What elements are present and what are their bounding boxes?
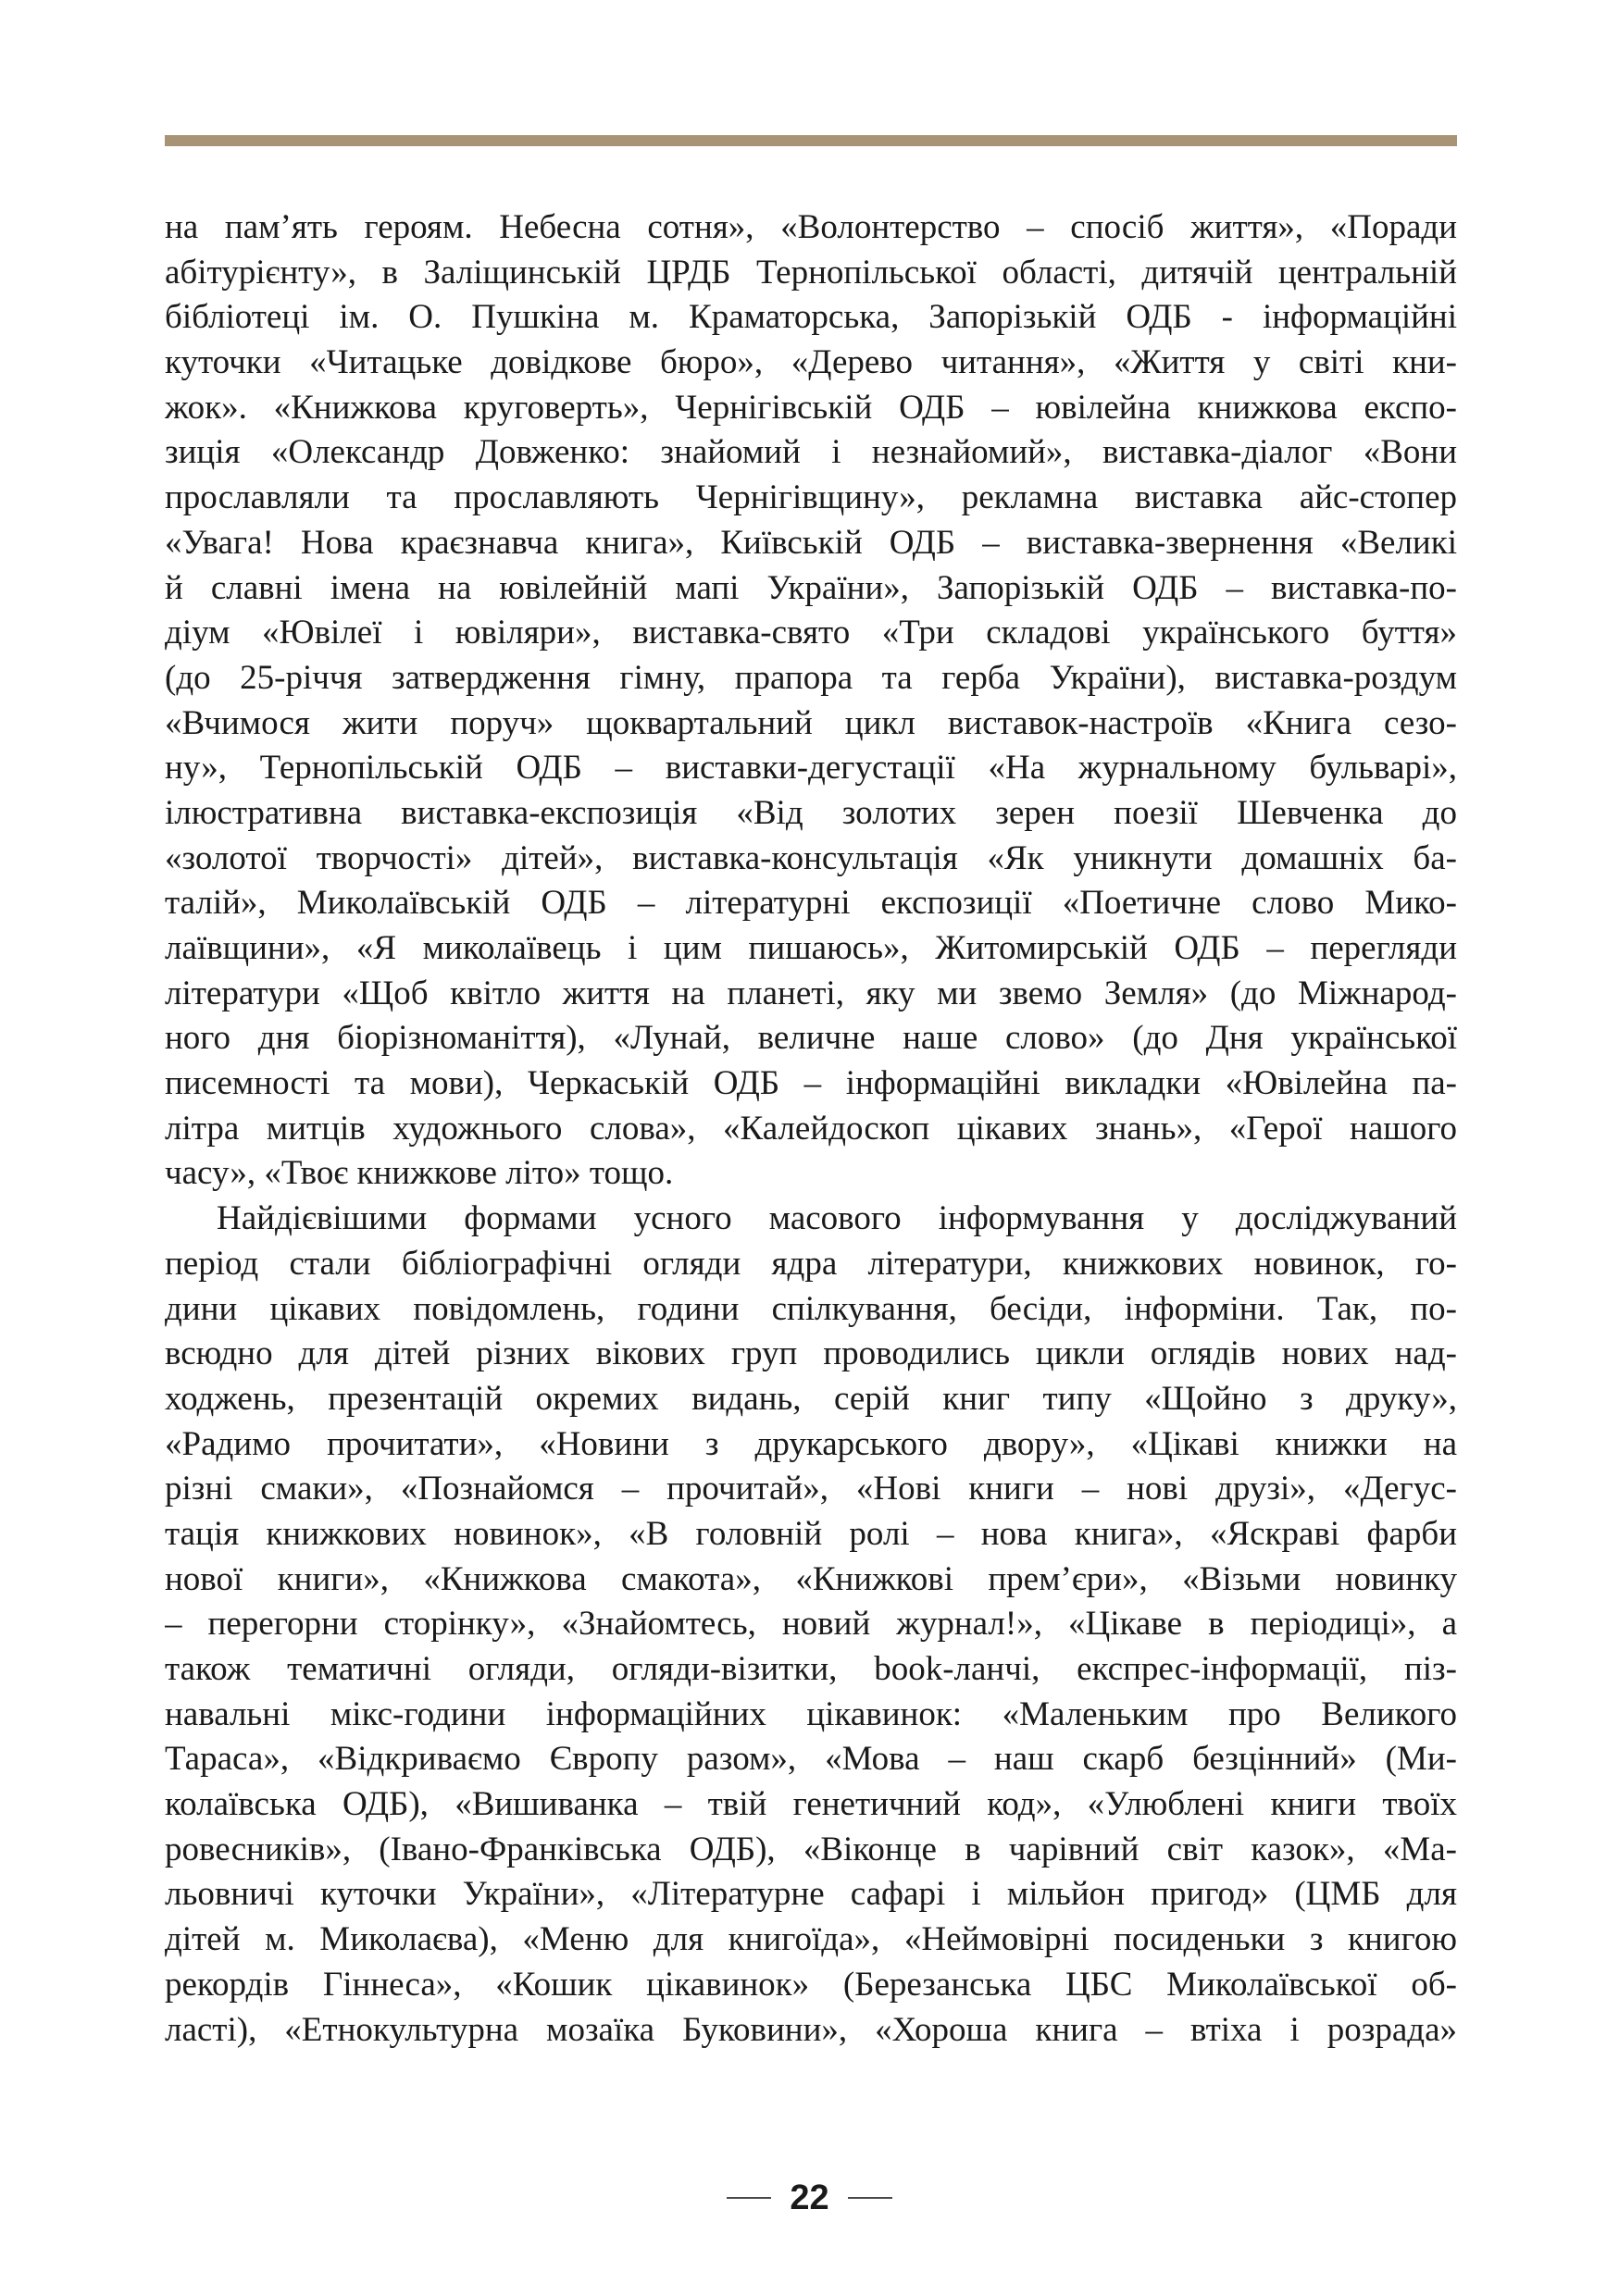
text-line: період стали бібліографічні огляди ядра літератури, книжкових новинок, го- — [165, 1244, 1457, 1283]
text-line: дини цікавих повідомлень, години спілкування, бесіди, інформіни. Так, по- — [165, 1289, 1457, 1328]
text-line: куточки «Читацьке довідкове бюро», «Дерево читання», «Життя у світі кни- — [165, 343, 1457, 382]
text-line: льовничі куточки України», «Літературне сафарі і мільйон пригод» (ЦМБ для — [165, 1875, 1457, 1914]
text-line: ходжень, презентацій окремих видань, серій книг типу «Щойно з друку», — [165, 1379, 1457, 1418]
text-line: бібліотеці ім. О. Пушкіна м. Краматорська, Запорізькій ОДБ - інформаційні — [165, 298, 1457, 337]
text-line: зиція «Олександр Довженко: знайомий і незнайомий», виставка-діалог «Вони — [165, 433, 1457, 472]
text-line: й славні імена на ювілейній мапі України», Запорізькій ОДБ – виставка-по- — [165, 568, 1457, 607]
text-line: жок». «Книжкова круговерть», Чернігівській ОДБ – ювілейна книжкова експо- — [165, 388, 1457, 427]
footer-dash-right — [848, 2197, 892, 2199]
text-line: Найдієвішими формами усного масового інформування у досліджуваний — [217, 1199, 1457, 1238]
text-line: дітей м. Миколаєва), «Меню для книгоїда», «Неймовірні посиденьки з книгою — [165, 1920, 1457, 1959]
text-line: всюдно для дітей різних вікових груп проводились цикли оглядів нових над- — [165, 1334, 1457, 1373]
paragraph-1 — [165, 205, 1457, 1197]
text-line: прославляли та прославляють Чернігівщину», рекламна виставка айс-стопер — [165, 478, 1457, 517]
text-line: «Радимо прочитати», «Новини з друкарського двору», «Цікаві книжки на — [165, 1424, 1457, 1463]
text-line: ласті), «Етнокультурна мозаїка Буковини», «Хороша книга – втіха і розрада» — [165, 2010, 1457, 2049]
page-number: 22 — [790, 2178, 829, 2217]
text-line: часу», «Твоє книжкове літо» тощо. — [165, 1154, 674, 1193]
text-line: «золотої творчості» дітей», виставка-консультація «Як уникнути домашніх ба- — [165, 838, 1457, 877]
text-line: літра митців художнього слова», «Калейдоскоп цікавих знань», «Герої нашого — [165, 1109, 1457, 1148]
text-line: діум «Ювілеї і ювіляри», виставка-свято «Три складові українського буття» — [165, 614, 1457, 652]
text-line: Тараса», «Відкриваємо Європу разом», «Мова – наш скарб безцінний» (Ми- — [165, 1740, 1457, 1779]
text-line: нової книги», «Книжкова смакота», «Книжкові прем’єри», «Візьми новинку — [165, 1559, 1457, 1598]
footer-dash-left — [727, 2197, 771, 2199]
text-line: ного дня біорізноманіття), «Лунай, величне наше слово» (до Дня української — [165, 1019, 1457, 1058]
text-line: лаївщини», «Я миколаївець і цим пишаюсь», Житомирській ОДБ – перегляди — [165, 929, 1457, 967]
text-line: писемності та мови), Черкаській ОДБ – інформаційні викладки «Ювілейна па- — [165, 1064, 1457, 1103]
text-line: тація книжкових новинок», «В головній ролі – нова книга», «Яскраві фарби — [165, 1514, 1457, 1553]
text-line: абітурієнту», в Заліщинській ЦРДБ Тернопільської області, дитячій центральній — [165, 253, 1457, 292]
text-line: «Увага! Нова краєзнавча книга», Київській ОДБ – виставка-звернення «Великі — [165, 523, 1457, 562]
text-line: літератури «Щоб квітло життя на планеті, яку ми звемо Земля» (до Міжнарод- — [165, 974, 1457, 1012]
body-text — [165, 205, 1457, 2053]
text-line: також тематичні огляди, огляди-візитки, book-ланчі, експрес-інформації, піз- — [165, 1650, 1457, 1688]
page-footer — [0, 2175, 1619, 2221]
text-line: ну», Тернопільській ОДБ – виставки-дегустації «На журнальному бульварі», — [165, 749, 1457, 788]
text-line: – перегорни сторінку», «Знайомтесь, новий журнал!», «Цікаве в періодиці», а — [165, 1605, 1457, 1644]
text-line: рекордів Гіннеса», «Кошик цікавинок» (Березанська ЦБС Миколаївської об- — [165, 1965, 1457, 2004]
header-rule — [165, 135, 1457, 146]
text-line: «Вчимося жити поруч» щоквартальний цикл виставок-настроїв «Книга сезо- — [165, 703, 1457, 742]
text-line: колаївська ОДБ), «Вишиванка – твій генетичний код», «Улюблені книги твоїх — [165, 1785, 1457, 1824]
text-line: ілюстративна виставка-експозиція «Від золотих зерен поезії Шевченка до — [165, 793, 1457, 832]
text-line: талій», Миколаївській ОДБ – літературні експозиції «Поетичне слово Мико- — [165, 884, 1457, 923]
paragraph-2 — [165, 1197, 1457, 2053]
text-line: навальні мікс-години інформаційних цікавинок: «Маленьким про Великого — [165, 1694, 1457, 1733]
text-line: (до 25-річчя затвердження гімну, прапора та герба України), виставка-роздум — [165, 658, 1457, 697]
text-line: різні смаки», «Познайомся – прочитай», «Нові книги – нові друзі», «Дегус- — [165, 1470, 1457, 1508]
text-line: ровесників», (Івано-Франківська ОДБ), «Віконце в чарівний світ казок», «Ма- — [165, 1830, 1457, 1868]
text-line: на пам’ять героям. Небесна сотня», «Волонтерство – спосіб життя», «Поради — [165, 208, 1457, 246]
